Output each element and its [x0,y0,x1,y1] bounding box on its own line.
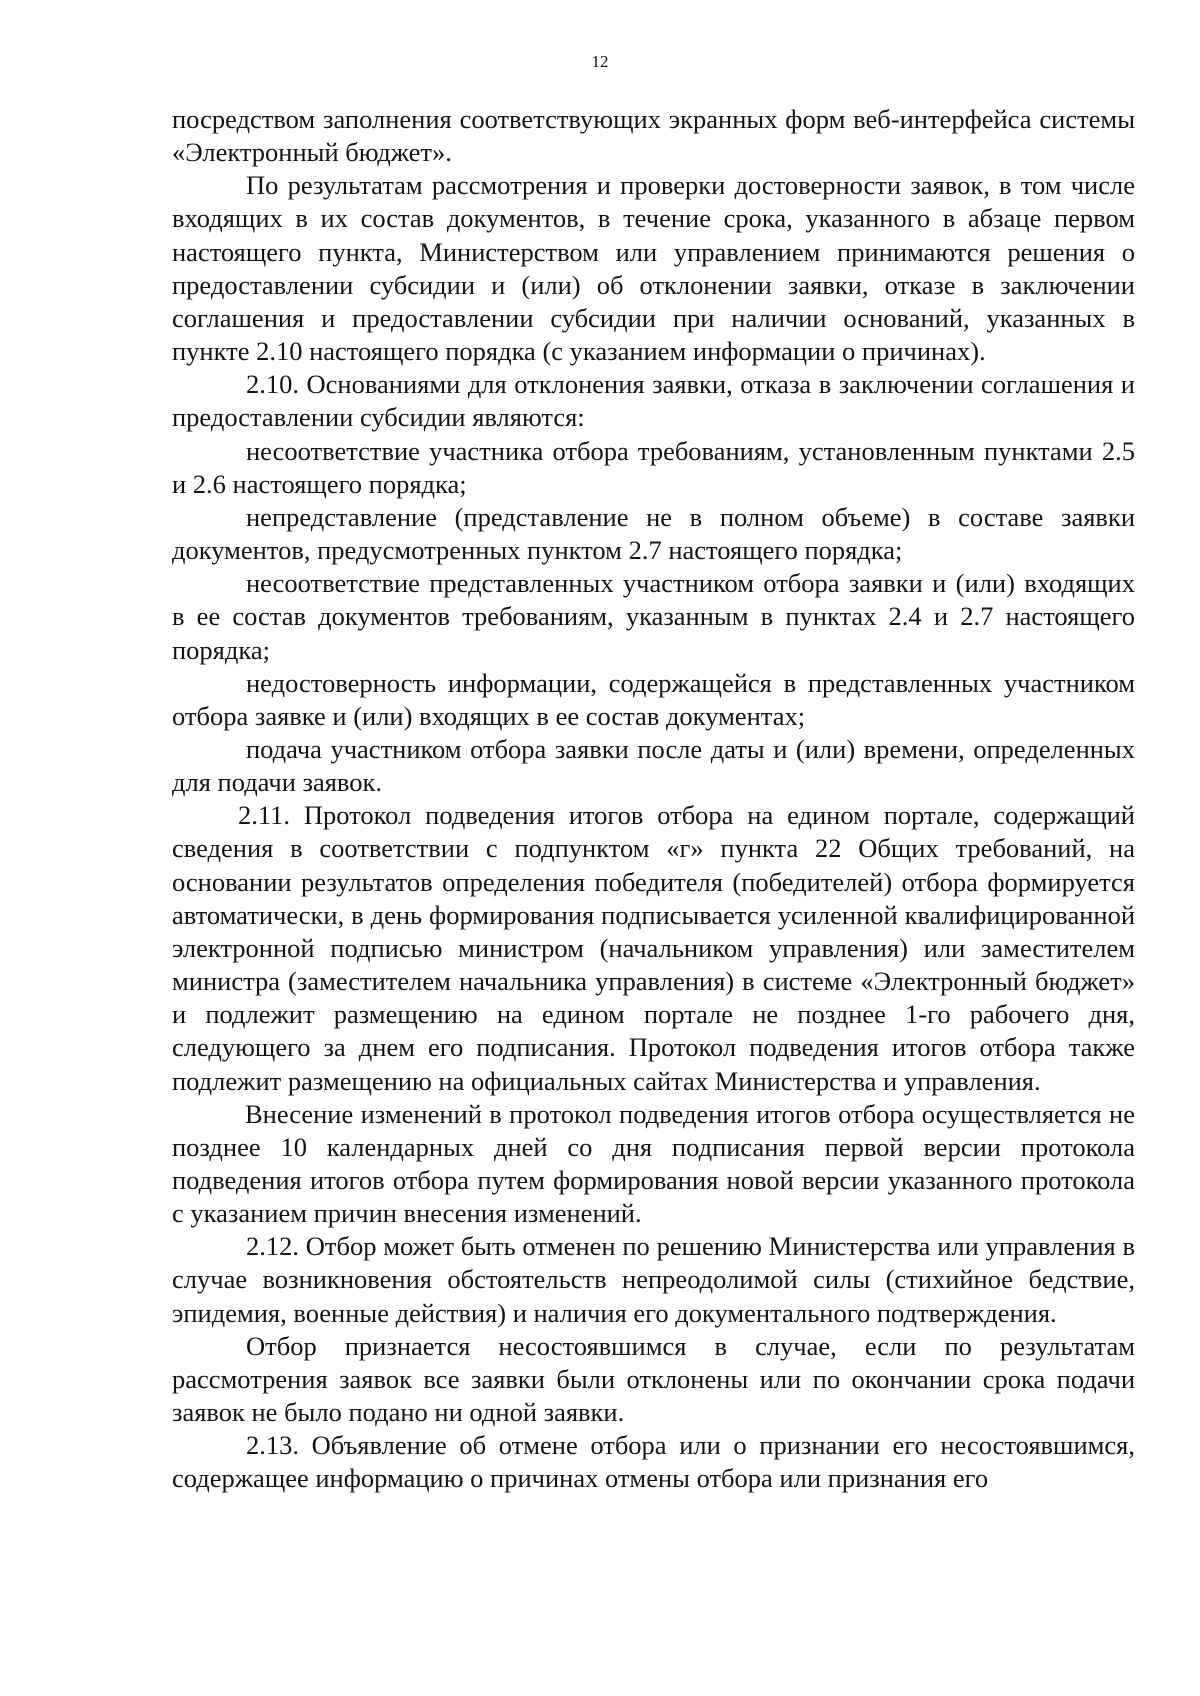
paragraph-2-13: 2.13. Объявление об отмене отбора или о признании его несостоявшимся, содержащее информацию о причинах отмены отбора или признания его [172,1430,1135,1494]
paragraph-failed-selection: Отбор признается несостоявшимся в случае, если по результатам рассмотрения заявок все заявки были отклонены или по окончании срока подачи заявок не было подано ни одной заявки. [172,1330,1135,1428]
list-item-missing-documents: непредставление (представление не в полном объеме) в составе заявки документов, предусмотренных пунктом 2.7 настоящего порядка; [172,501,1135,566]
paragraph-2-11: 2.11. Протокол подведения итогов отбора на едином портале, содержащий сведения в соответствии с подпунктом «г» пункта 22 Общих требований, на основании результатов определения победителя (победителей) отбора формируется автоматически, в день формирования подписывается усиленной квалифицированной электронной подписью министром (начальником управления) или заместителем министра (заместителем начальника управления) в системе «Электронный бюджет» и подлежит размещению на едином портале не позднее 1-го рабочего дня, следующего за днем его подписания. Протокол подведения итогов отбора также подлежит размещению на официальных сайтах Министерства и управления. [172,800,1135,1096]
paragraph-review-results: По результатам рассмотрения и проверки достоверности заявок, в том числе входящих в их состав документов, в течение срока, указанного в абзаце первом настоящего пункта, Министерством или управлением принимаются решения о предоставлении субсидии и (или) об отклонении заявки, отказе в заключении соглашения и предоставлении субсидии при наличии оснований, указанных в пункте 2.10 настоящего порядка (с указанием информации о причинах). [172,170,1135,367]
list-item-noncompliance-documents: несоответствие представленных участником отбора заявки и (или) входящих в ее состав документов требованиям, указанным в пунктах 2.4 и 2.7 настоящего порядка; [172,568,1135,665]
paragraph-2-12: 2.12. Отбор может быть отменен по решению Министерства или управления в случае возникновения обстоятельств непреодолимой силы (стихийное бедствие, эпидемия, военные действия) и наличия его документального подтверждения. [172,1231,1135,1328]
paragraph-continuation: посредством заполнения соответствующих экранных форм веб-интерфейса системы «Электронный бюджет». [172,104,1135,168]
paragraph-protocol-changes: Внесение изменений в протокол подведения итогов отбора осуществляется не позднее 10 календарных дней со дня подписания первой версии протокола подведения итогов отбора путем формирования новой версии указанного протокола с указанием причин внесения изменений. [172,1098,1135,1229]
list-item-unreliable-information: недостоверность информации, содержащейся в представленных участником отбора заявке и (или) входящих в ее состав документах; [172,667,1135,731]
document-body [172,103,1135,1496]
list-item-late-submission: подача участником отбора заявки после даты и (или) времени, определенных для подачи заявок. [172,733,1135,798]
list-item-noncompliance-participant: несоответствие участника отбора требованиям, установленным пунктами 2.5 и 2.6 настоящего порядка; [172,435,1135,499]
paragraph-2-10: 2.10. Основаниями для отклонения заявки, отказа в заключении соглашения и предоставлении субсидии являются: [172,369,1135,433]
page-number: 12 [591,52,609,71]
